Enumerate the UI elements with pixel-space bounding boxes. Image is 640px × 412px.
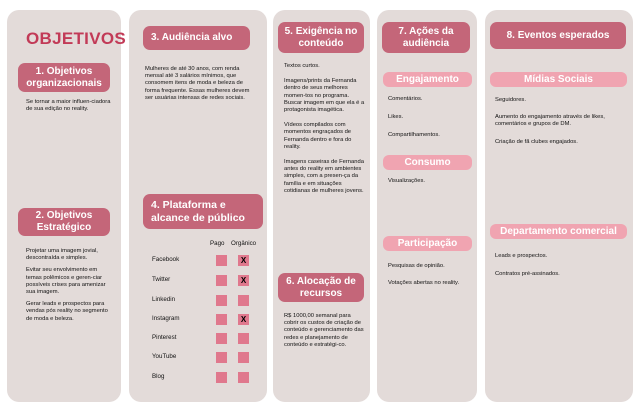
platform-label-linkedin: Linkedin bbox=[152, 296, 176, 303]
list-item: Compartilhamentos. bbox=[388, 132, 440, 139]
pill-departamento-comercial: Departamento comercial bbox=[490, 224, 627, 239]
tag-eventos-esperados: 8. Eventos esperados bbox=[490, 22, 626, 49]
tag-alocacao-recursos: 6. Alocação de recursos bbox=[278, 273, 364, 302]
check-mark: X bbox=[240, 256, 247, 265]
organic-box-facebook bbox=[238, 255, 249, 266]
list-item: Seguidores. bbox=[495, 97, 526, 103]
exigencia-item: Imagens/prints da Fernanda dentro de seus melhores momen-tos no programa. Buscar imagem em que ela é a protagonista imagética. bbox=[284, 78, 365, 114]
paid-box-blog bbox=[216, 372, 227, 383]
text-objetivos-estrategico bbox=[26, 248, 114, 328]
platform-label-pinterest: Pinterest bbox=[152, 334, 177, 341]
list-item: Pesquisas de opinião. bbox=[388, 263, 445, 269]
list-item: Votações abertas no reality. bbox=[388, 280, 460, 287]
tag-objetivos-organizacionais: 1. Objetivos organizacionais bbox=[18, 63, 110, 92]
pill-consumo: Consumo bbox=[383, 155, 472, 170]
exigencia-item: Textos curtos. bbox=[284, 63, 320, 69]
list-item: Criação de fã clubes engajados. bbox=[495, 138, 578, 145]
platform-label-youtube: YouTube bbox=[152, 353, 177, 360]
list-participacao bbox=[388, 263, 472, 292]
list-departamento-comercial bbox=[495, 253, 623, 283]
pill-midias-sociais: Mídias Sociais bbox=[490, 72, 627, 87]
list-item: Leads e prospectos. bbox=[495, 253, 548, 259]
organic-box-blog bbox=[238, 372, 249, 383]
check-mark: X bbox=[240, 315, 247, 324]
platform-label-instagram: Instagram bbox=[152, 315, 180, 322]
paid-box-youtube bbox=[216, 352, 227, 363]
tag-audiencia-alvo: 3. Audiência alvo bbox=[143, 26, 250, 50]
paid-box-facebook bbox=[216, 255, 227, 266]
organic-box-instagram bbox=[238, 314, 249, 325]
list-item: Comentários. bbox=[388, 96, 423, 102]
paid-box-pinterest bbox=[216, 333, 227, 344]
tag-objetivos-estrategico: 2. Objetivos Estratégico bbox=[18, 208, 110, 236]
organic-box-twitter bbox=[238, 275, 249, 286]
text-alocacao-recursos: R$ 1000,00 semanal para cobrir os custos de criação de conteúdo e gerenciamento das redes e planejamento de conteúdo e estratégi-co. bbox=[284, 313, 364, 348]
platform-label-twitter: Twitter bbox=[152, 276, 171, 283]
exigencia-item: Vídeos compilados com momentos engraçados de Fernanda dentro e fora do reality. bbox=[284, 122, 352, 150]
text-audiencia-alvo: Mulheres de até 30 anos, com renda mensal até 3 salários mínimos, que consomem itens de moda e beleza de forma frequente. Essas mulheres devem ser usuárias intensas de redes sociais. bbox=[145, 66, 250, 101]
list-item: Aumento do engajamento através de likes, comentários e grupos de DM. bbox=[495, 114, 605, 128]
list-item: Contratos pré-assinados. bbox=[495, 271, 560, 278]
organic-box-youtube bbox=[238, 352, 249, 363]
tag-acoes-audiencia: 7. Ações da audiência bbox=[382, 22, 470, 53]
text-objetivos-organizacionais: Se tornar a maior influen-ciadora de sua edição no reality. bbox=[26, 99, 111, 113]
list-engajamento bbox=[388, 96, 472, 145]
list-item: Likes. bbox=[388, 114, 404, 121]
list-midias-sociais bbox=[495, 97, 623, 151]
organic-box-linkedin bbox=[238, 295, 249, 306]
text-exigencia-conteudo bbox=[284, 63, 366, 200]
list-consumo bbox=[388, 178, 472, 190]
estrategico-item: Evitar seu envolvimento em temas polêmicos e geren-ciar possíveis crises para amenizar sua imagem. bbox=[26, 267, 106, 296]
exigencia-item: Imagens caseiras de Fernanda antes do reality em ambientes simples, com a presen-ça da família e em situações cotidianas de mulheres jovens. bbox=[284, 159, 364, 194]
column-head-organico: Orgânico bbox=[231, 240, 257, 247]
paid-box-instagram bbox=[216, 314, 227, 325]
panel-eventos-esperados bbox=[485, 10, 633, 402]
check-mark: X bbox=[240, 276, 247, 285]
pill-participacao: Participação bbox=[383, 236, 472, 251]
page-title: OBJETIVOS bbox=[26, 29, 127, 48]
tag-exigencia-conteudo: 5. Exigência no conteúdo bbox=[278, 22, 364, 53]
platform-label-facebook: Facebook bbox=[152, 256, 180, 263]
column-head-pago: Pago bbox=[210, 240, 225, 247]
paid-box-twitter bbox=[216, 275, 227, 286]
pill-engajamento: Engajamento bbox=[383, 72, 472, 87]
platform-label-blog: Blog bbox=[152, 373, 165, 380]
paid-box-linkedin bbox=[216, 295, 227, 306]
estrategico-item: Gerar leads e prospectos para vendas pós reality no segmento de moda e beleza. bbox=[26, 301, 108, 322]
organic-box-pinterest bbox=[238, 333, 249, 344]
tag-plataforma-alcance: 4. Plataforma e alcance de público bbox=[143, 194, 263, 229]
estrategico-item: Projetar uma imagem jovial, descontraída e simples. bbox=[26, 248, 98, 262]
panel-acoes-audiencia bbox=[377, 10, 477, 402]
list-item: Visualizações. bbox=[388, 178, 425, 184]
